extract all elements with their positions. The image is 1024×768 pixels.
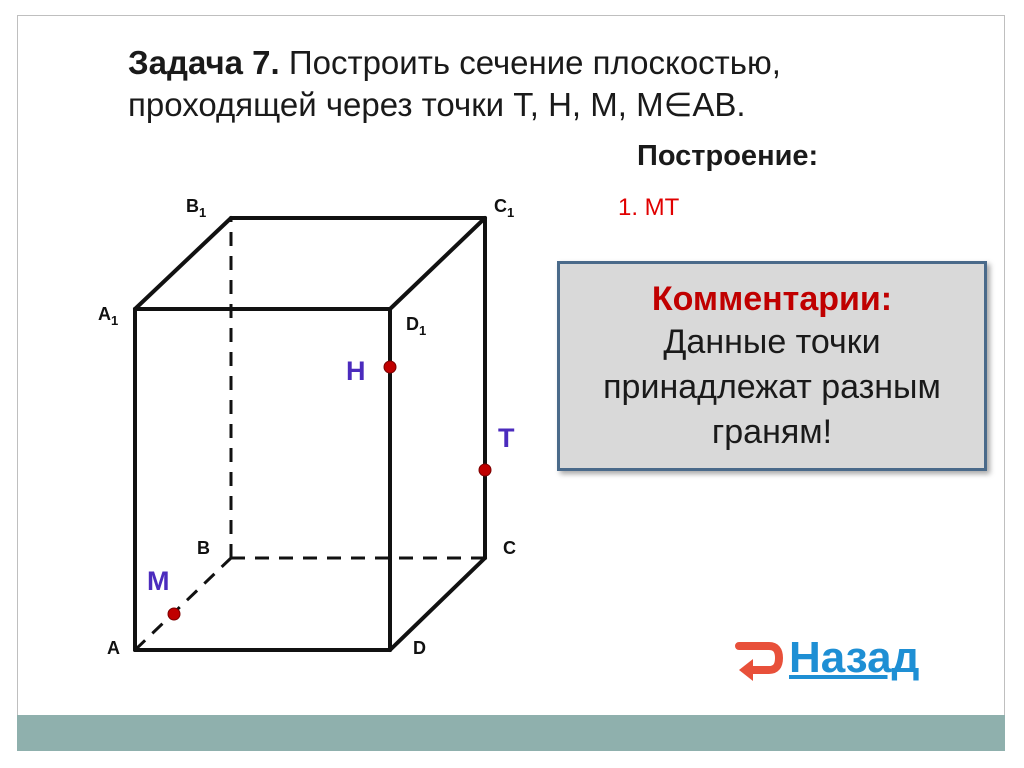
- u-turn-arrow-icon: [733, 634, 783, 682]
- vertex-label-c: C: [503, 538, 516, 558]
- vertex-label-d1: $D_1$: [406, 314, 427, 338]
- vertex-label-b1: $B_1$: [186, 196, 207, 220]
- point-h: [384, 361, 396, 373]
- vertex-label-c1: $C_1$: [494, 196, 515, 220]
- vertex-label-a1: $A_1$: [98, 304, 119, 328]
- back-button[interactable]: [733, 628, 919, 688]
- point-m: [168, 608, 180, 620]
- back-link-label: Назад: [789, 633, 920, 682]
- edge-dc: [390, 558, 485, 650]
- comment-text: Данные точки принадлежат разным граням!: [603, 323, 941, 451]
- point-t: [479, 464, 491, 476]
- construction-step-1: 1. MT: [618, 194, 680, 221]
- construction-heading: Построение:: [637, 140, 819, 172]
- vertex-label-b: B: [197, 538, 210, 558]
- task-number: Задача 7.: [128, 44, 280, 81]
- point-label-t: T: [498, 423, 515, 453]
- point-label-h: H: [346, 356, 366, 386]
- vertex-label-a: A: [107, 638, 120, 658]
- edge-a1b1: [135, 218, 231, 309]
- task-text-line2: проходящей через точки T, H, M, M∈AB.: [128, 86, 746, 123]
- edge-c1d1: [390, 218, 485, 309]
- comment-title: Комментарии:: [651, 280, 893, 318]
- comment-box: [557, 261, 987, 471]
- vertex-label-d: D: [413, 638, 426, 658]
- task-text-line1: Построить сечение плоскостью,: [279, 44, 781, 81]
- point-label-m: M: [147, 566, 170, 596]
